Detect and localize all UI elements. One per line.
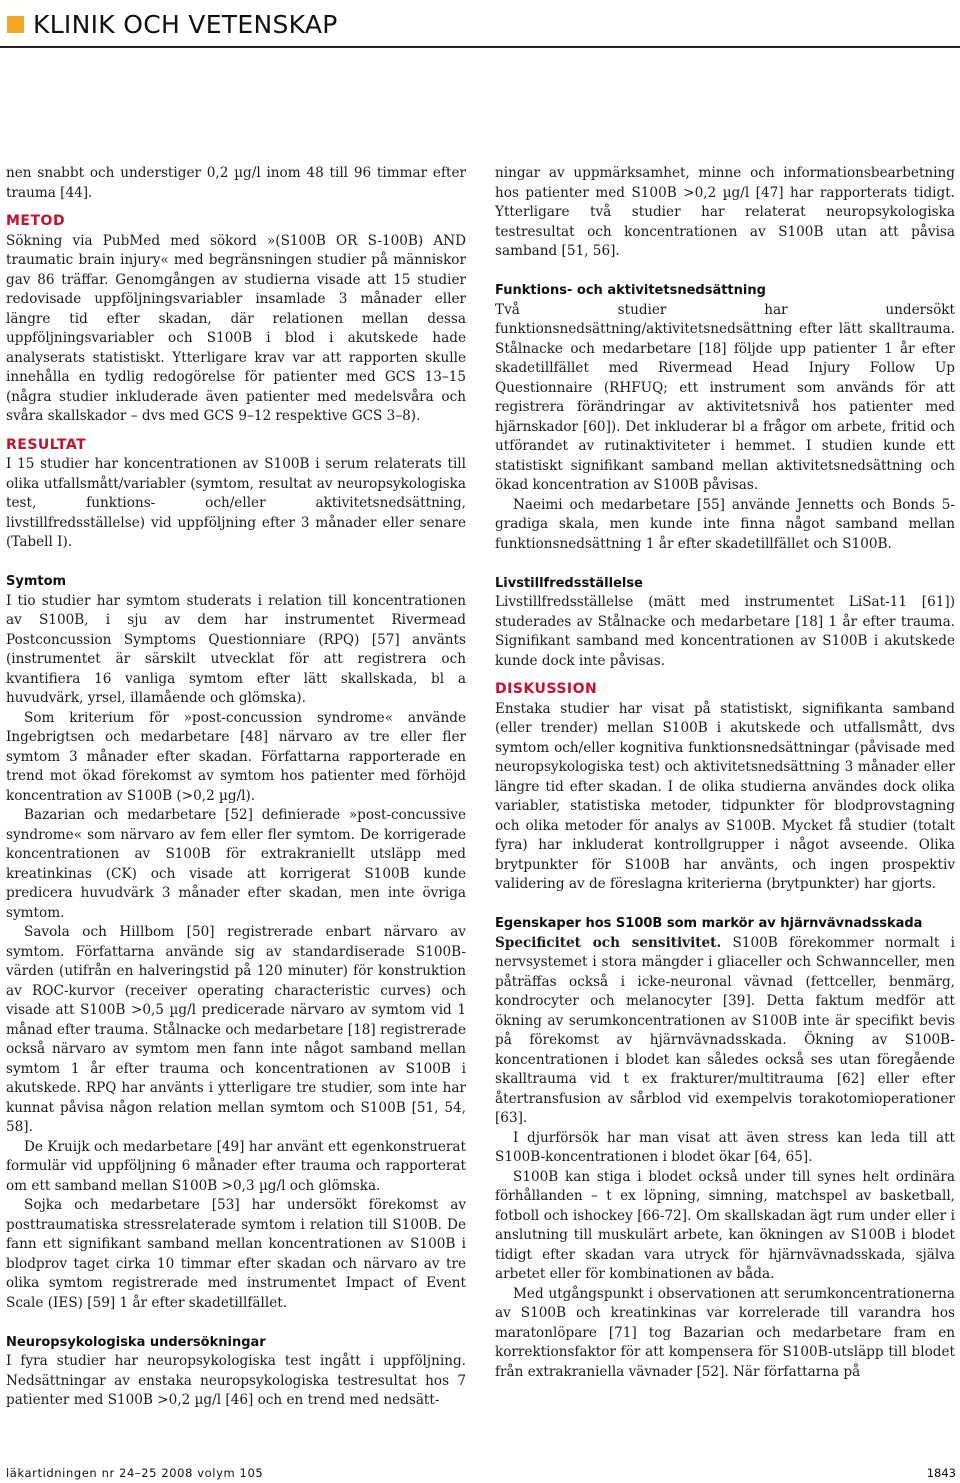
- symtom-paragraph: Bazarian och medarbetare [52] definierade »post-concussive syndrome« som närvaro av fem eller fler symtom. De korrigerade koncentrationen av S100B för extrakraniellt utsläpp med kreatinkinas (CK) och visade att korrigerat S100B kunde predicera huvudvärk 3 månader efter skadan, men inte övriga symtom.: [6, 807, 466, 921]
- continued-paragraph: nen snabbt och understiger 0,2 µg/l inom 48 till 96 timmar efter trauma [44].: [6, 165, 466, 201]
- symtom-paragraph: I tio studier har symtom studerats i relation till koncentrationen av S100B, i sju av dem har instrumentet Rivermead Postconcussion Symptoms Questionniare (RPQ) [57] använts (instrumentet är särskilt utvecklat för att registrera och kvantifiera 16 vanliga symtom efter lätt skallskada, bl a huvudvärk, yrsel, illamående och glömska).: [6, 592, 466, 706]
- egenskaper-paragraph: I djurförsök har man visat att även stress kan leda till att S100B-koncentrationen i blodet ökar [64, 65].: [495, 1129, 955, 1165]
- continued-paragraph: ningar av uppmärksamhet, minne och informationsbearbetning hos patienter med S100B >0,2 µg/l [47] har rapporterats tidigt. Ytterligare två studier har relaterat neuropsykologiska testresultat och koncentrationen av S100B utan att påvisa samband [51, 56].: [495, 165, 955, 259]
- heading-metod: METOD: [6, 213, 66, 229]
- heading-symtom: Symtom: [6, 574, 67, 589]
- metod-text: Sökning via PubMed med sökord »(S100B OR S-100B) AND traumatic brain injury« med begränsningen studier på människor gav 86 träffar. Genomgången av studierna visade att 15 studier redovisade uppföljningsvariabler insamlade 3 månader eller längre tid efter skadan, där relationen mellan dessa uppföljningsvariabler och S100B i blod i akutskede hade analyserats statistiskt. Ytterligare krav var att rapporten skulle innehålla en tydlig redogörelse för patienter med GCS 13–15 (några studier inkluderade även patienter med medelsvåra och svåra skallskador – dvs med GCS 9–12 respektive GCS 3–8).: [6, 232, 466, 424]
- symtom-paragraph: De Kruijk och medarbetare [49] har använt ett egenkonstruerat formulär vid uppföljning 6 månader efter trauma och rapporterat om ett samband mellan S100B >0,3 µg/l och glömska.: [6, 1138, 466, 1194]
- right-column: [495, 164, 955, 1382]
- neuro-text: I fyra studier har neuropsykologiska test ingått i uppföljning. Nedsättningar av enstaka neuropsykologiska testresultat hos 7 patienter med S100B >0,2 µg/l [46] och en trend med nedsätt-: [6, 1353, 466, 1408]
- heading-funktions: Funktions- och aktivitetsnedsättning: [495, 283, 766, 298]
- heading-neuropsykologiska: Neuropsykologiska undersökningar: [6, 1334, 266, 1350]
- livs-text: Livstillfredsställelse (mätt med instrumentet LiSat-11 [61]) studerades av Stålnacke och medarbetare [18] 1 år efter trauma. Signifikant samband med koncentrationen av S100B i akutskede kunde dock inte påvisas.: [495, 594, 955, 669]
- egenskaper-paragraph: Med utgångspunkt i observationen att serumkoncentrationerna av S100B och kreatinkinas var korrelerade till varandra hos maratonlöpare [71] tog Bazarian och medarbetare fram en korrektionsfaktor för att kompensera för S100B-utsläpp till blodet från extrakraniella vävnader [52]. När författarna på: [495, 1285, 955, 1380]
- heading-egenskaper: Egenskaper hos S100B som markör av hjärnvävnadsskada: [495, 916, 923, 931]
- diskussion-text: Enstaka studier har visat på statistiskt, signifikanta samband (eller trender) mellan S100B i akutskede och utfallsmått, dvs symtom och/eller kognitiva funktionsnedsättningar (påvisade med neuropsykologiska test) och aktivitetsnedsättning 3 månader eller längre tid efter skadan. I de olika studierna användes dock olika variabler, statistiska metoder, tidpunkter för blodprovstagning och olika metoder för analys av S100B. Mycket få studier (totalt fyra) har inkluderat kontrollgrupper i något avseende. Olika brytpunkter för S100B har använts, och ingen prospektiv validering av de föreslagna kriterierna (brytpunkter) har gjorts.: [495, 700, 955, 892]
- egenskaper-paragraph: [495, 934, 955, 1129]
- section-title: KLINIK OCH VETENSKAP: [33, 10, 338, 39]
- heading-diskussion: DISKUSSION: [495, 681, 598, 697]
- funktions-paragraph: Naeimi och medarbetare [55] använde Jennetts och Bonds 5-gradiga skala, men kunde inte finna något samband mellan funktionsnedsättning 1 år efter skadetillfället och S100B.: [495, 496, 955, 552]
- funktions-paragraph: Två studier har undersökt funktionsnedsättning/aktivitetsnedsättning efter lätt skalltrauma. Stålnacke och medarbetare [18] följde upp patienter 1 år efter skadetillfället med Rivermead Head Injury Follow Up Questionnaire (RHFUQ; ett instrument som används för att registrera förändringar av aktivitetsnivå hos patienter med hjärnskador [60]). Det inkluderar bl a frågor om arbete, fritid och utförandet av rutinaktiviteter i hemmet. I studien kunde ett statistiskt signifikant samband mellan aktivitetsnedsättning och ökad koncentration av S100B påvisas.: [495, 301, 955, 493]
- specificitet-text: S100B förekommer normalt i nervsystemet i stora mängder i gliaceller och Schwannceller, men påträffas också i icke-neuronal vävnad (fettceller, benmärg, kondrocyter och melanocyter [39]. Detta faktum medför att ökning av serumkoncentrationen av S100B inte är specifikt bevis på förekomst av hjärnvävnadsskada. Ökning av S100B-koncentrationen i blodet kan således också ses utan föregående skalltrauma vid t ex frakturer/multitrauma [62] eller efter återtransfusion av sårblod vid exempelvis torakotomioperationer [63].: [495, 934, 955, 1126]
- symtom-paragraph: Som kriterium för »post-concussion syndrome« använde Ingebrigtsen och medarbetare [48] närvaro av tre eller fler symtom 3 månader efter skadan. Författarna rapporterade en trend mot ökad förekomst av symtom hos patienter med förhöjd koncentration av S100B (>0,2 µg/l).: [6, 709, 466, 804]
- heading-resultat: RESULTAT: [6, 436, 87, 453]
- page-number: 1843: [926, 1466, 956, 1480]
- egenskaper-paragraph: S100B kan stiga i blodet också under till synes helt ordinära förhållanden – t ex löpning, simning, matchspel av basketball, fotboll och ishockey [66-72]. Om skallskadan ägt rum under eller i anslutning till muskulärt arbete, kan ökningen av S100B i blodet tidigt efter skadan vara utryck för hjärnvävnadsskada, själva arbetet eller för kombinationen av båda.: [495, 1168, 955, 1282]
- journal-issue: läkartidningen nr 24–25 2008 volym 105: [6, 1466, 264, 1480]
- symtom-paragraph: Sojka och medarbetare [53] har undersökt förekomst av posttraumatiska stressrelaterade symtom i relation till S100B. De fann ett signifikant samband mellan koncentrationen av S100B i blodprov taget cirka 10 timmar efter skadan och närvaro av tre olika symtom registrerade med instrumentet Impact of Event Scale (IES) [59] 1 år efter skadetillfället.: [6, 1197, 466, 1311]
- symtom-paragraph: Savola och Hillbom [50] registrerade enbart närvaro av symtom. Författarna använde sig av standardiserade S100B-värden (utifrån en halveringstid på 120 minuter) för konstruktion av ROC-kurvor (receiver operating characteristic curves) och visade att S100B >0,5 µg/l predicerade närvaro av symtom vid 1 månad efter trauma. Stålnacke och medarbetare [18] registrerade också närvaro av symtom men fann inte något samband mellan symtom 1 år efter trauma och koncentrationen av S100B i akutskede. RPQ har använts i ytterligare tre studier, som inte har kunnat påvisa någon relation mellan symtom och S100B [51, 54, 58].: [6, 924, 466, 1135]
- left-column: [6, 164, 466, 1411]
- section-marker: [7, 16, 24, 33]
- header-rule: [0, 46, 960, 48]
- heading-livstillfredsstallelse: Livstillfredsställelse: [495, 575, 643, 591]
- specificitet-lead: Specificitet och sensitivitet.: [495, 934, 722, 951]
- resultat-text: I 15 studier har koncentrationen av S100B i serum relaterats till olika utfallsmått/variabler (symtom, resultat av neuropsykologiska test, funktions- och/eller aktivitetsnedsättning, livstillfredsställelse) vid uppföljning efter 3 månader eller senare (Tabell I).: [6, 456, 466, 550]
